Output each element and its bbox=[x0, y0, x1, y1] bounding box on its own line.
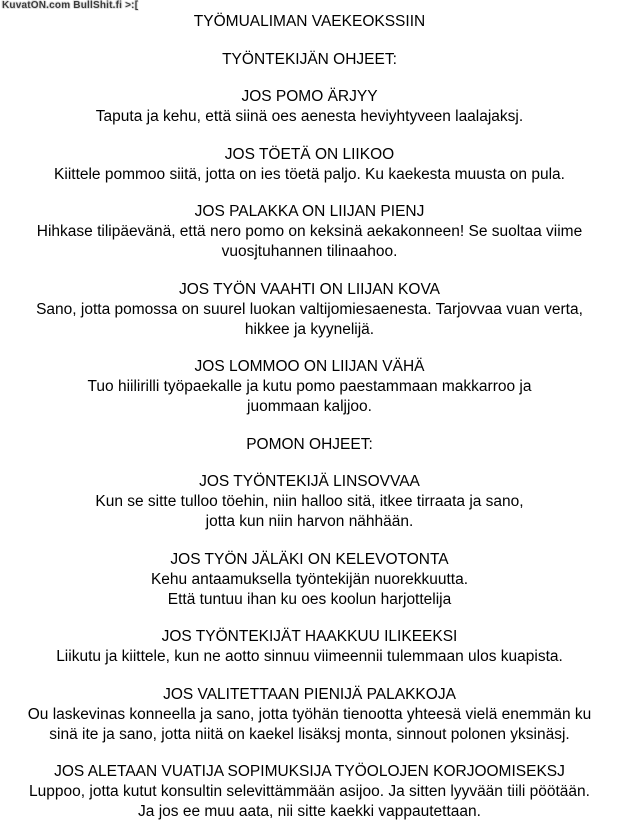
section-salary-too-small bbox=[0, 202, 619, 262]
section-body-line: Että tuntuu ihan ku oes koolun harjottelija bbox=[167, 590, 452, 608]
section-body-line: Hihkase tilipäevänä, että nero pomo on keksinä aekakonneen! Se suoltaa viime bbox=[36, 223, 583, 240]
section-salary-complaints bbox=[0, 685, 619, 745]
section-worker-slacks bbox=[0, 472, 619, 532]
section-heading: JOS PALAKKA ON LIIJAN PIENJ bbox=[194, 203, 425, 220]
section-heading: JOS TYÖNTEKIJÄT HAAKKUU ILIKEEKSI bbox=[161, 628, 458, 645]
section-body-line: Luppoo, jotta kutut konsultin selevittämmään asijoo. Ja sitten lyyvään tiili pöötään. bbox=[29, 783, 590, 800]
section-body-line: Kehu antaamuksella työntekijän nuorekkuutta. bbox=[150, 570, 469, 588]
section-body-line: juommaan kaljjoo. bbox=[247, 398, 372, 415]
section-work-quality-poor bbox=[0, 550, 619, 610]
page-title: TYÖMUALIMAN VAEKEOKSSIIN bbox=[193, 13, 426, 30]
section-body-line: hikkee ja kyynelijä. bbox=[244, 320, 375, 338]
section-body-line: Tuo hiilirilli työpaekalle ja kutu pomo paestammaan makkarroo ja bbox=[87, 378, 532, 395]
section-heading: JOS LOMMOO ON LIIJAN VÄHÄ bbox=[194, 358, 425, 375]
section-too-much-work bbox=[0, 145, 619, 185]
section-heading: JOS POMO ÄRJYY bbox=[241, 88, 378, 105]
section-body-line: Taputa ja kehu, että siinä oes aenesta heviyhtyveen laalajaksj. bbox=[95, 108, 524, 125]
section-heading: TYÖNTEKIJÄN OHJEET: bbox=[222, 50, 397, 68]
section-contract-demands bbox=[0, 762, 619, 822]
section-work-pace-too-hard bbox=[0, 280, 619, 340]
section-worker-instructions-header bbox=[0, 50, 619, 70]
section-heading: JOS VALITETTAAN PIENIJÄ PALAKKOJA bbox=[163, 685, 456, 703]
section-heading: JOS TYÖN VAAHTI ON LIIJAN KOVA bbox=[179, 280, 440, 298]
section-boss-instructions-header bbox=[0, 435, 619, 455]
section-body-line: Ja jos ee muu aata, nii sitte kaekki vappautettaan. bbox=[138, 803, 481, 820]
section-heading: POMON OHJEET: bbox=[246, 435, 373, 453]
section-heading: JOS TYÖNTEKIJÄ LINSOVVAA bbox=[199, 473, 420, 490]
section-heading: JOS TÖETÄ ON LIIKOO bbox=[224, 145, 395, 163]
section-heading: JOS TYÖN JÄLÄKI ON KELEVOTONTA bbox=[170, 550, 449, 568]
section-workers-nag bbox=[0, 627, 619, 667]
section-body-line: Kiittele pommoo siitä, jotta on ies töetä paljo. Ku kaekesta muusta on pula. bbox=[54, 165, 565, 183]
section-body-line: vuosjtuhannen tilinaahoo. bbox=[221, 243, 398, 260]
section-body-line: Sano, jotta pomossa on suurel luokan valtijomiesaenesta. Tarjovvaa vuan verta, bbox=[36, 300, 583, 318]
section-body-line: Liikutu ja kiittele, kun ne aotto sinnuu viimeennii tulemmaan ulos kuapista. bbox=[56, 648, 563, 665]
section-body-line: sinä ite ja sano, jotta niitä on kaekel lisäksj monta, sinnout polonen yksinäsj. bbox=[49, 725, 570, 743]
watermark: KuvatON.com BullShit.fi >:[ bbox=[2, 0, 139, 11]
section-body-line: Kun se sitte tulloo töehin, niin halloo sitä, itkee tirraata ja sano, bbox=[95, 493, 524, 510]
section-boss-yells bbox=[0, 87, 619, 127]
section-body-line: Ou laskevinas konneella ja sano, jotta työhän tienootta yhteesä vielä enemmän ku bbox=[27, 705, 592, 723]
section-too-little-vacation bbox=[0, 357, 619, 417]
section-body-line: jotta kun niin harvon nähhään. bbox=[205, 513, 414, 530]
section-heading: JOS ALETAAN VUATIJA SOPIMUKSIJA TYÖOLOJEN KORJOOMISEKSJ bbox=[54, 763, 565, 780]
